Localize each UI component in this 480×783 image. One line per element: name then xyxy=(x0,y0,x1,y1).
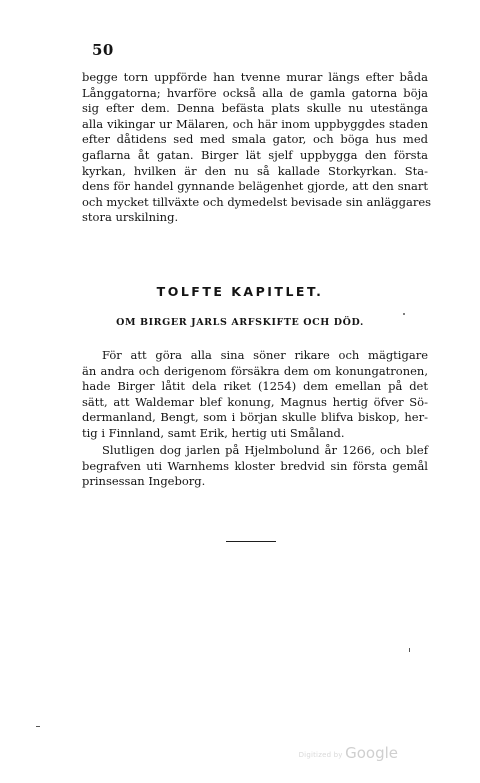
text-line: sig efter dem. Denna befästa plats skulle nu utestänga xyxy=(82,101,428,116)
text-line: tig i Finnland, samt Erik, hertig uti Småland. xyxy=(82,425,345,440)
text-line: gaflarna åt gatan. Birger lät sjelf uppbygga den första xyxy=(82,147,428,162)
text-line: Slutligen dog jarlen på Hjelmbolund år 1266, och blef xyxy=(102,443,428,457)
page-number: 50 xyxy=(92,41,114,59)
text-line: stora urskilning. xyxy=(82,210,179,225)
scan-speck xyxy=(409,648,410,652)
watermark-brand: Google xyxy=(345,744,398,762)
text-line: och mycket tillväxte och dymedelst bevisade sin anläggares xyxy=(82,194,432,209)
text-line: begge torn uppförde han tvenne murar längs efter båda xyxy=(82,70,428,84)
text-line: begrafven uti Warnhems kloster bredvid sin första gemål xyxy=(82,458,428,473)
text-line: Långgatorna; hvarföre också alla de gamla gatorna böja xyxy=(82,85,428,100)
section-end-rule xyxy=(226,541,276,542)
text-line: dens för handel gynnande belägenhet gjorde, att den snart xyxy=(82,179,428,194)
text-line: alla vikingar ur Mälaren, och här inom uppbyggdes staden xyxy=(82,116,428,131)
chapter-subtitle: OM BIRGER JARLS ARFSKIFTE OCH DÖD. xyxy=(116,317,364,328)
text-line: dermanland, Bengt, som i början skulle blifva biskop, her- xyxy=(82,410,428,425)
body-paragraph xyxy=(82,348,428,442)
scan-speck xyxy=(36,726,40,727)
text-line: efter dåtidens sed med smala gator, och böga hus med xyxy=(82,132,428,147)
text-line: För att göra alla sina söner rikare och mägtigare xyxy=(102,348,428,362)
text-line: hade Birger låtit dela riket (1254) dem emellan på det xyxy=(82,379,428,394)
body-paragraph xyxy=(82,443,428,490)
scan-speck xyxy=(403,313,405,315)
text-line: kyrkan, hvilken är den nu så kallade Storkyrkan. Sta- xyxy=(82,163,428,178)
text-line: prinsessan Ingeborg. xyxy=(82,474,206,489)
watermark-prefix: Digitized by xyxy=(298,751,343,759)
text-line: än andra och derigenom försäkra dem om konungatronen, xyxy=(82,363,428,378)
chapter-title: TOLFTE KAPITLET. xyxy=(156,284,324,299)
digitization-watermark xyxy=(299,744,398,762)
text-line: sätt, att Waldemar blef konung, Magnus hertig öfver Sö- xyxy=(82,394,428,409)
body-paragraph xyxy=(82,70,432,226)
